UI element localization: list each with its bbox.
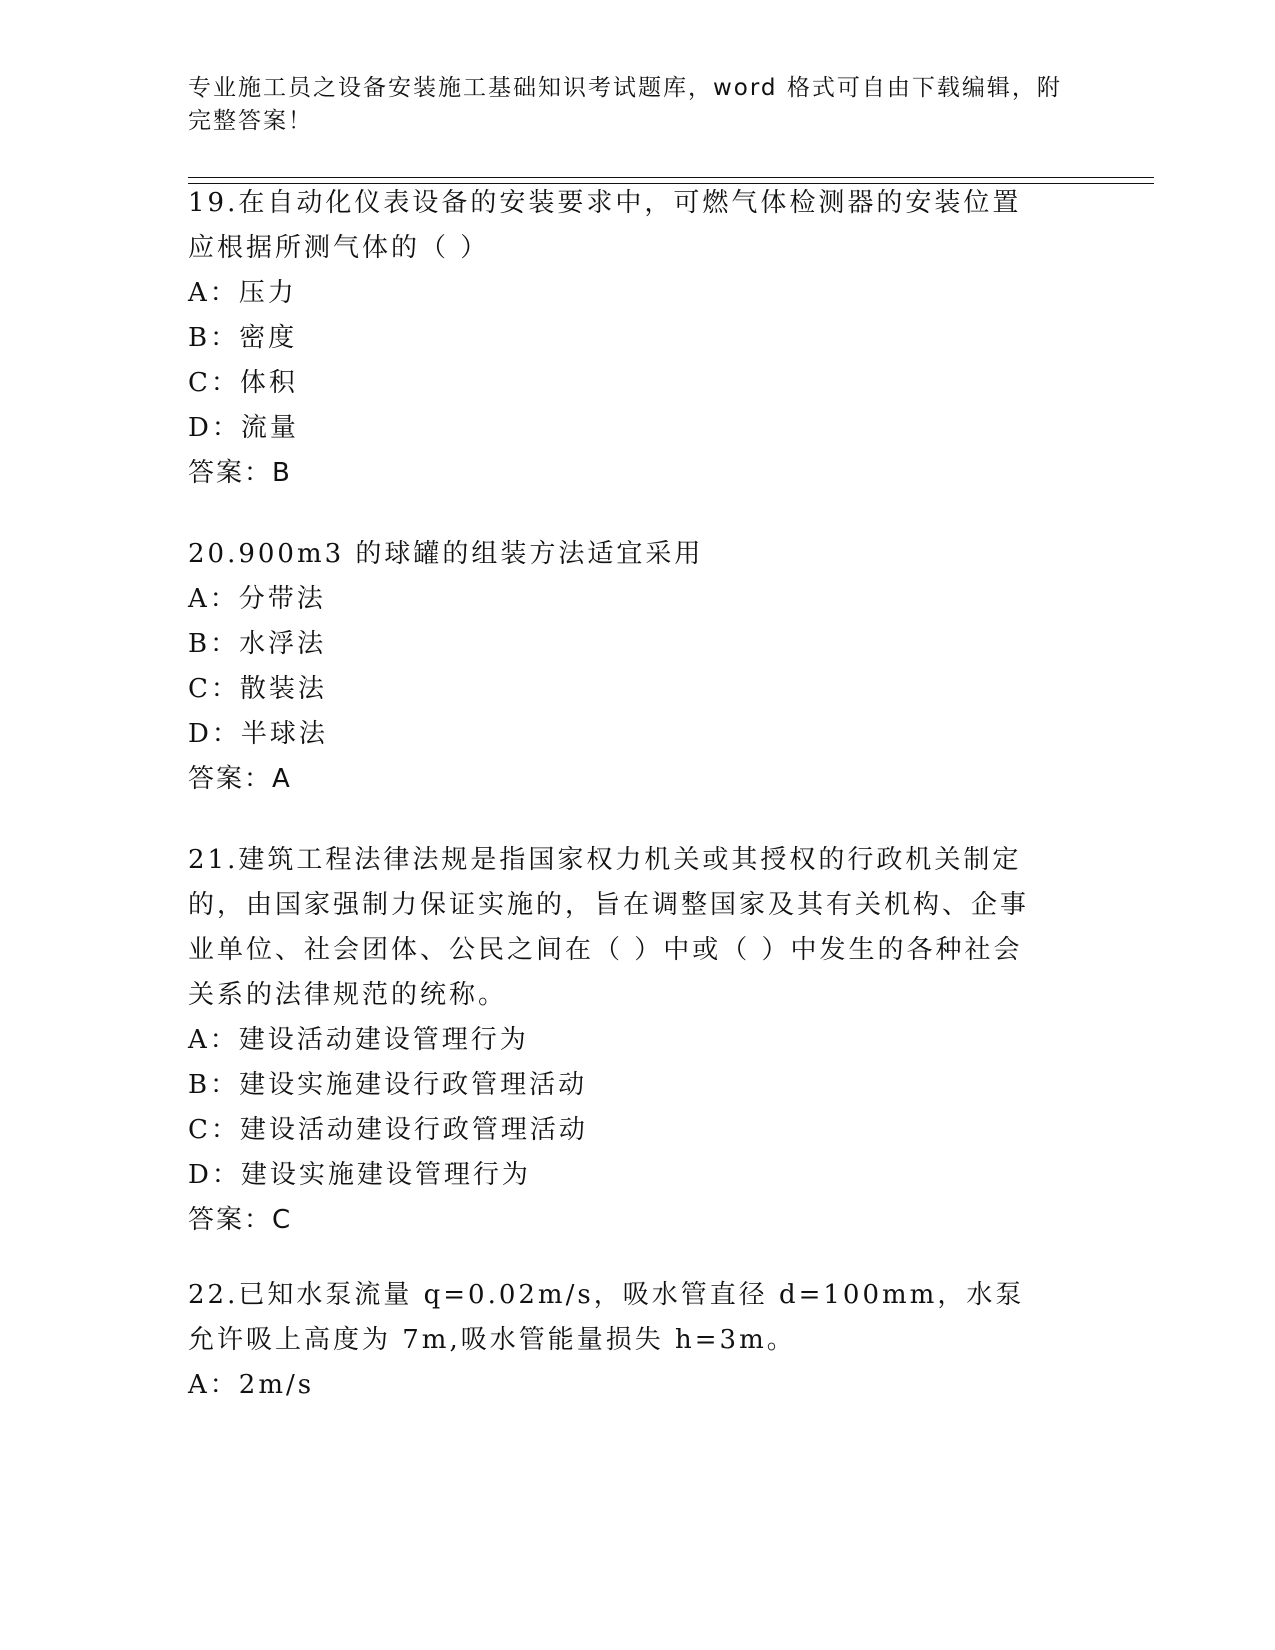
- option-a: A：分带法: [188, 584, 326, 614]
- answer: 答案：C: [188, 1205, 293, 1235]
- question-21: [188, 838, 1088, 1243]
- option-c: C：体积: [188, 368, 298, 398]
- answer: 答案：A: [188, 764, 292, 794]
- option-d: D：建设实施建设管理行为: [188, 1160, 531, 1190]
- option-d: D：流量: [188, 413, 299, 443]
- question-19: [188, 181, 1088, 496]
- question-stem: 19.在自动化仪表设备的安装要求中，可燃气体检测器的安装位置应根据所测气体的（ ）: [188, 188, 1022, 263]
- option-c: C：建设活动建设行政管理活动: [188, 1115, 588, 1145]
- option-b: B：建设实施建设行政管理活动: [188, 1070, 588, 1100]
- option-c: C：散装法: [188, 674, 327, 704]
- option-a: A：2m/s: [188, 1370, 315, 1400]
- question-22: [188, 1273, 1088, 1408]
- header-divider: [188, 177, 1154, 178]
- question-20: [188, 532, 1088, 802]
- question-stem: 20.900m3 的球罐的组装方法适宜采用: [188, 539, 704, 569]
- answer: 答案：B: [188, 458, 292, 488]
- option-a: A：建设活动建设管理行为: [188, 1025, 529, 1055]
- question-stem: 22.已知水泵流量 q=0.02m/s，吸水管直径 d=100mm，水泵允许吸上高度为 7m,吸水管能量损失 h=3m。: [188, 1280, 1025, 1355]
- option-d: D：半球法: [188, 719, 328, 749]
- option-b: B：水浮法: [188, 629, 327, 659]
- question-stem: 21.建筑工程法律法规是指国家权力机关或其授权的行政机关制定的，由国家强制力保证实施的，旨在调整国家及其有关机构、企事业单位、社会团体、公民之间在（ ）中或（ ）中发生的各种社会关系的法律规范的统称。: [188, 845, 1030, 1010]
- document-header: 专业施工员之设备安装施工基础知识考试题库，word 格式可自由下载编辑，附完整答案！: [188, 75, 1062, 134]
- option-a: A：压力: [188, 278, 297, 308]
- option-b: B：密度: [188, 323, 298, 353]
